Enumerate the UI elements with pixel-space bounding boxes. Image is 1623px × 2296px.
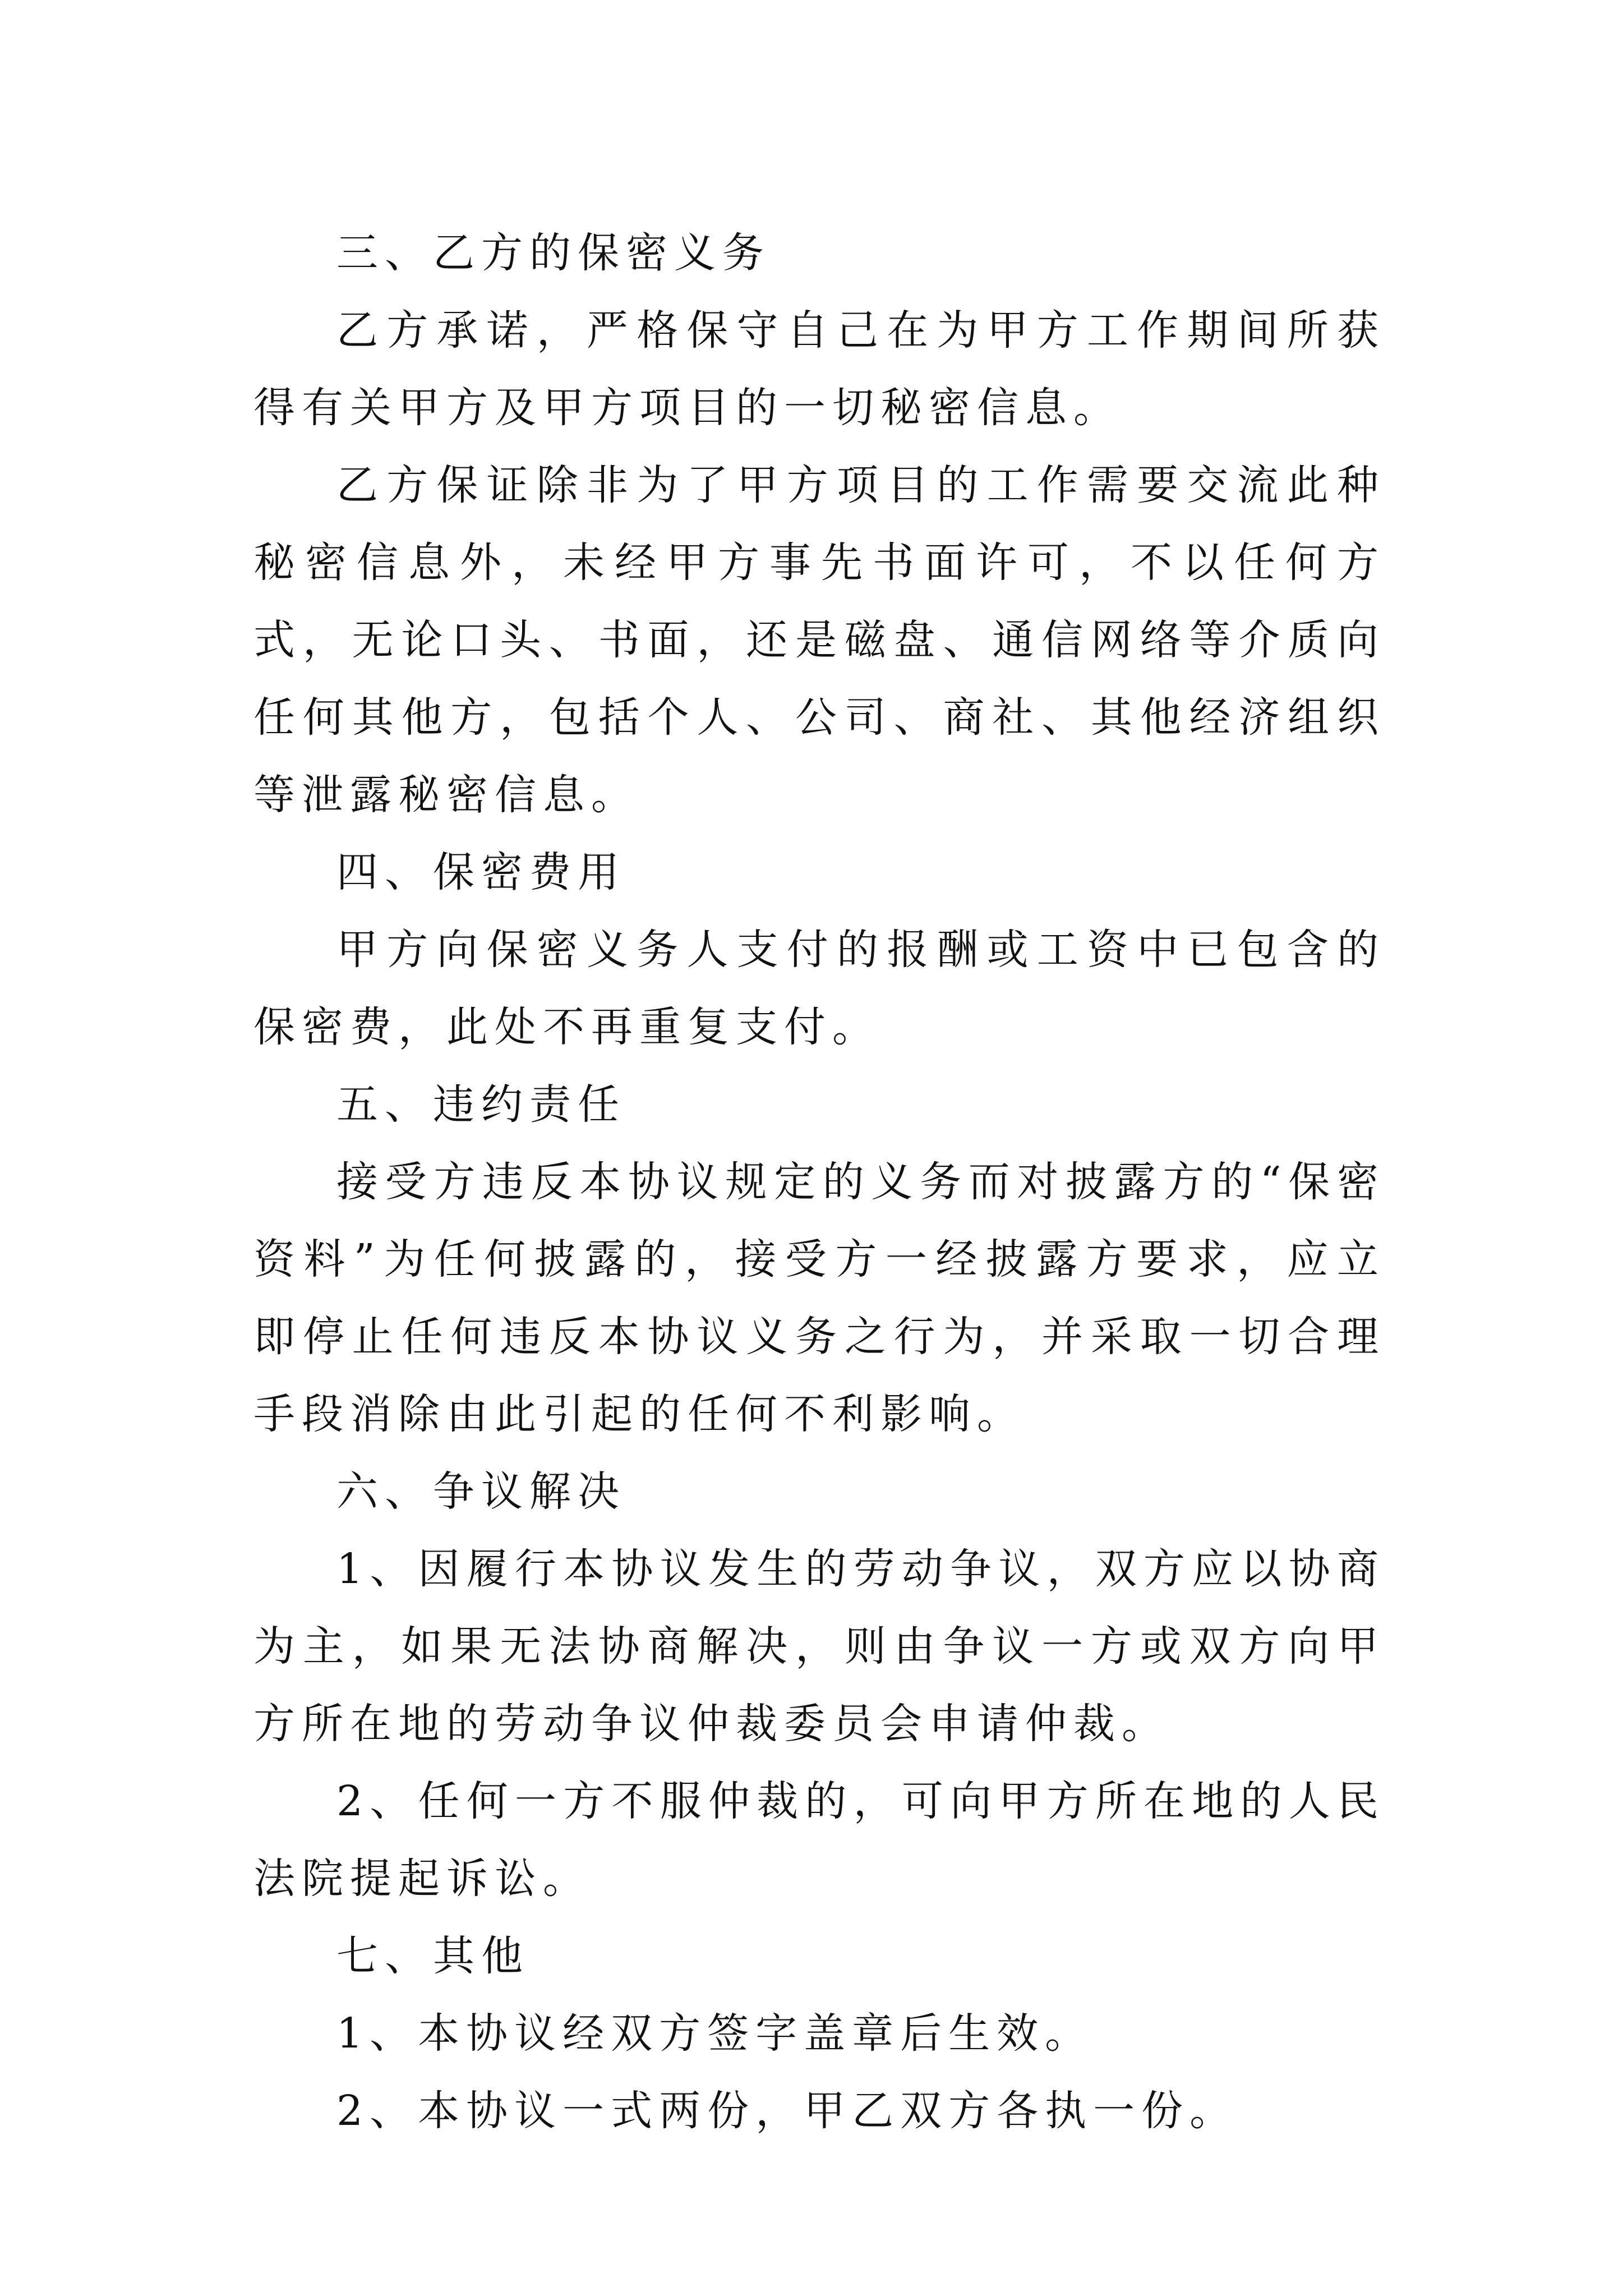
paragraph: 乙方承诺，严格保守自己在为甲方工作期间所获得有关甲方及甲方项目的一切秘密信息。 xyxy=(253,306,1385,432)
section-heading-other: 七、其他 xyxy=(336,1932,529,1980)
paragraph: 2、本协议一式两份，甲乙双方各执一份。 xyxy=(336,2087,1238,2135)
section-heading-dispute-resolution: 六、争议解决 xyxy=(336,1467,626,1516)
section-heading-liability: 五、违约责任 xyxy=(336,1080,626,1129)
paragraph: 乙方保证除非为了甲方项目的工作需要交流此种秘密信息外，未经甲方事先书面许可，不以任何方式，无论口头、书面，还是磁盘、通信网络等介质向任何其他方，包括个人、公司、商社、其他经济组织等泄露秘密信息。 xyxy=(253,461,1385,819)
paragraph: 甲方向保密义务人支付的报酬或工资中已包含的保密费，此处不再重复支付。 xyxy=(253,926,1385,1051)
paragraph: 1、本协议经双方签字盖章后生效。 xyxy=(336,2009,1094,2058)
document-body xyxy=(253,214,1385,2150)
section-heading-confidentiality-obligation: 三、乙方的保密义务 xyxy=(336,229,771,277)
paragraph: 1、因履行本协议发生的劳动争议，双方应以协商为主，如果无法协商解决，则由争议一方或双方向甲方所在地的劳动争议仲裁委员会申请仲裁。 xyxy=(253,1545,1385,1748)
paragraph: 接受方违反本协议规定的义务而对披露方的“保密资料”为任何披露的，接受方一经披露方要求，应立即停止任何违反本协议义务之行为，并采取一切合理手段消除由此引起的任何不利影响。 xyxy=(253,1158,1385,1438)
paragraph: 2、任何一方不服仲裁的，可向甲方所在地的人民法院提起诉讼。 xyxy=(253,1777,1385,1903)
section-heading-confidentiality-fee: 四、保密费用 xyxy=(336,848,626,896)
